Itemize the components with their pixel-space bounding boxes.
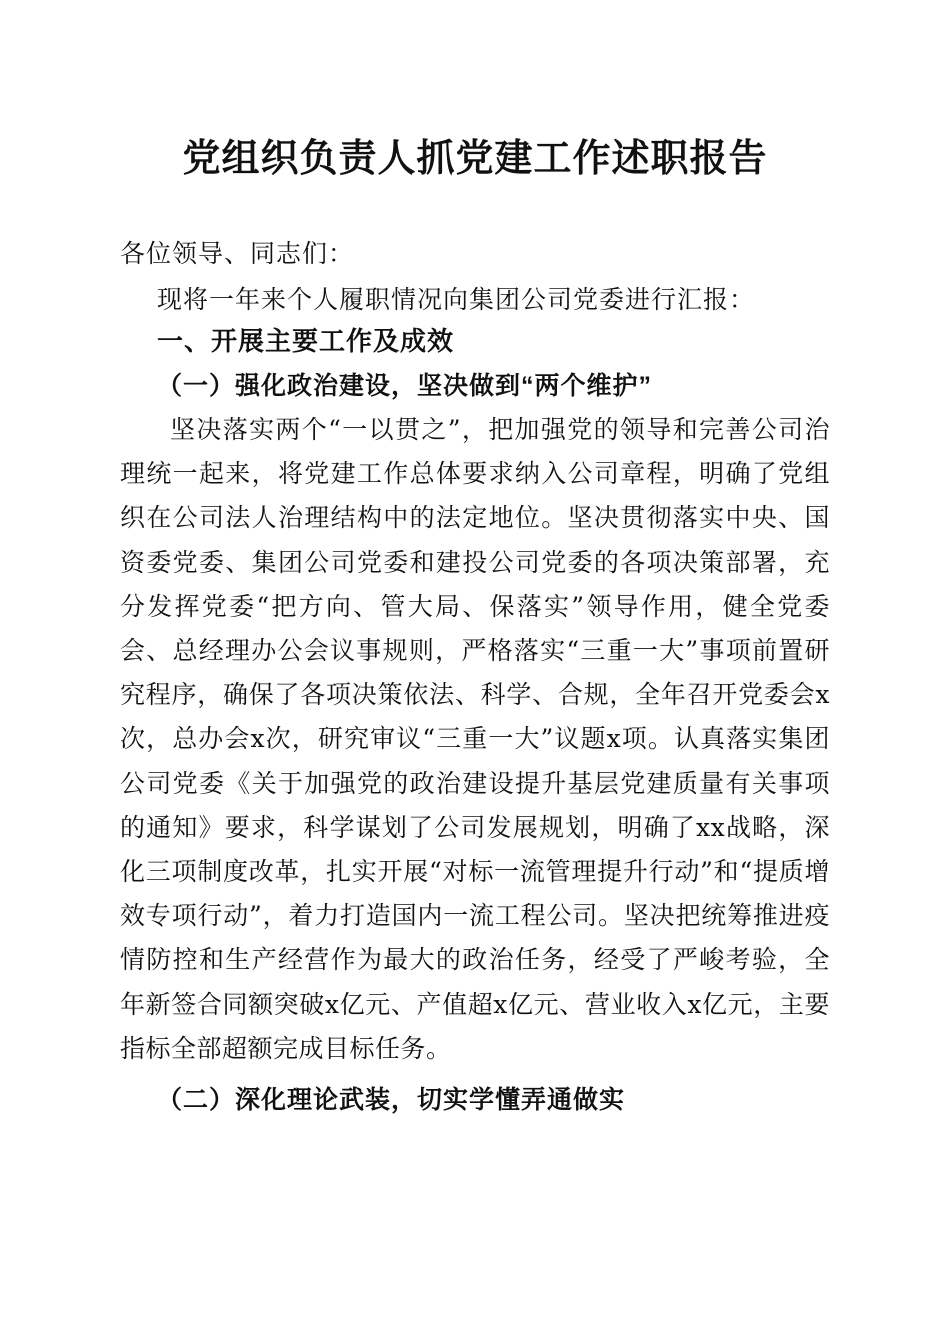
document-title: 党组织负责人抓党建工作述职报告 xyxy=(182,135,768,180)
intro-paragraph: 现将一年来个人履职情况向集团公司党委进行汇报： xyxy=(157,285,756,314)
subsection-1-body: 坚决落实两个“一以贯之”，把加强党的领导和完善公司治理统一起来，将党建工作总体要求纳入公司章程，明确了党组织在公司法人治理结构中的法定地位。坚决贯彻落实中央、国资委党委、集团公司党委和建投公司党委的各项决策部署，充分发挥党委“把方向、管大局、保落实”领导作用，健全党委会、总经理办公会议事规则，严格落实“三重一大”事项前置研究程序，确保了各项决策依法、科学、合规，全年召开党委会x次，总办会x次，研究审议“三重一大”议题x项。认真落实集团公司党委《关于加强党的政治建设提升基层党建质量有关事项的通知》要求，科学谋划了公司发展规划，明确了xx战略，深化三项制度改革，扎实开展“对标一流管理提升行动”和“提质增效专项行动”，着力打造国内一流工程公司。坚决把统筹推进疫情防控和生产经营作为最大的政治任务，经受了严峻考验，全年新签合同额突破x亿元、产值超x亿元、营业收入x亿元，主要指标全部超额完成目标任务。 xyxy=(120,415,830,1063)
salutation: 各位领导、同志们： xyxy=(120,239,355,268)
section-heading-1: 一、开展主要工作及成效 xyxy=(157,327,455,357)
subsection-heading-2: （二）深化理论武装，切实学懂弄通做实 xyxy=(157,1086,626,1114)
subsection-heading-1: （一）强化政治建设，坚决做到“两个维护” xyxy=(157,372,653,400)
